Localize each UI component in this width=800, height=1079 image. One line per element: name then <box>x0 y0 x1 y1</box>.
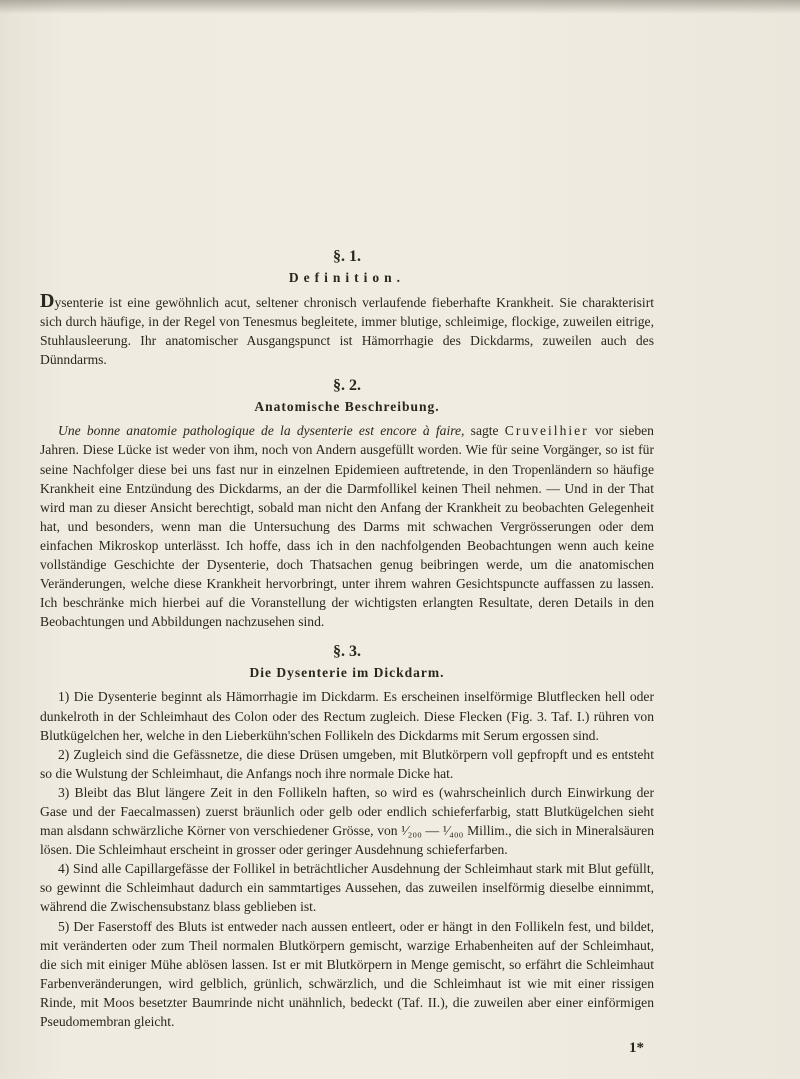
section-title: Anatomische Beschreibung. <box>254 399 440 415</box>
section-title: Definition. <box>288 270 406 285</box>
author-name: Cruveilhier <box>504 423 589 439</box>
page-edge-shadow <box>0 0 800 14</box>
paragraph-text: ysenterie ist eine gewöhnlich acut, seltener chronisch verlaufende fieberhafte Krankheit. Sie charakterisirt sich durch häufige, in der Regel von Tenesmus begleitete, immer blutige, schleimige, flockige, zuweilen eitrige, Stuhlausleerung. Ihr anatomischer Ausgangspunct ist Hämorrhagie des Dickdarms, zuweilen auch des Dünndarms. <box>40 295 654 368</box>
numbered-paragraph: 4) Sind alle Capillargefässe der Follikel in beträchtlicher Ausdehnung der Schleimhaut stark mit Blut gefüllt, so gewinnt die Schleimhaut dadurch ein sammtartiges Aussehen, das zuweilen inselförmig dieselbe einnimmt, während die Zwischensubstanz blass geblieben ist. <box>40 861 654 915</box>
text-block <box>40 246 654 1058</box>
italic-quote: Une bonne anatomie pathologique de la dysenterie est encore à faire, <box>58 423 465 439</box>
section-number: §. 3. <box>333 643 361 661</box>
section-number: §. 1. <box>333 248 361 265</box>
section-title: Die Dysenterie im Dickdarm. <box>249 665 445 681</box>
numbered-paragraph: 5) Der Faserstoff des Bluts ist entweder nach aussen entleert, oder er hängt in den Follikeln fest, und bildet, mit veränderten oder zum Theil normalen Blutkörpern gemischt, warzige Erhabenheiten auf der Schleimhaut, die sich mit einiger Mühe ablösen lassen. Ist er mit Blutkörpern in Menge gemischt, so erfährt die Schleimhaut Farbenveränderungen, wird gelblich, grünlich, schwärzlich, und die Schleimhaut ist wie mit einer rissigen Rinde, mit Moos besetzter Baumrinde nicht unähnlich, bedeckt (Taf. II.), die zuweilen aber einer einförmigen Pseudomembran gleicht. <box>40 918 654 1029</box>
numbered-paragraph: 1) Die Dysenterie beginnt als Hämorrhagie im Dickdarm. Es erscheinen inselförmige Blutflecken hell oder dunkelroth in der Schleimhaut des Colon oder des Rectum zugleich. Diese Flecken (Fig. 3. Taf. I.) rühren von Blutkügelchen her, welche in den Lieberkühn'schen Follikeln des Dickdarms mit Serum ergossen sind. <box>40 689 654 743</box>
paragraph-text: vor sieben Jahren. Diese Lücke ist weder von ihm, noch von Andern ausgefüllt worden. Wie für seine Vorgänger, so ist für seine Nachfolger diese bei uns fast nur in einzelnen Epidemieen auftretende, in den Tropenländern so häufige Krankheit eine Entzündung des Dickdarms, an der die Darmfollikel keinen Theil nehmen. — Und in der That wird man zu dieser Ansicht berechtigt, sobald man nicht den Anfang der Krankheit zu beobachten Gelegenheit hat, und besonders, wenn man die Untersuchung des Darms mit schwachen Vergrösserungen oder dem einfachen Mikroskop unterlässt. Ich hoffe, dass ich in den nachfolgenden Beobachtungen wenn auch keine vollständige Geschichte der Dysenterie, doch Thatsachen genug beibringen werde, um die anatomischen Veränderungen, welche diese Krankheit hervorbringt, unter ihrem wahren Gesichtspuncte auffassen zu lassen. Ich beschränke mich hierbei auf die Voranstellung der wichtigsten erlangten Resultate, deren Details in den Beobachtungen und Abbildungen nachzusehen sind. <box>40 423 654 630</box>
paragraph <box>40 421 654 631</box>
section-number: §. 2. <box>333 377 361 395</box>
paragraph <box>40 292 654 369</box>
numbered-paragraph: 2) Zugleich sind die Gefässnetze, die diese Drüsen umgeben, mit Blutkörpern voll gepfropft und es entsteht so die Wulstung der Schleimhaut, die Anfangs noch ihre normale Dicke hat. <box>40 746 654 781</box>
numbered-paragraph: 3) Bleibt das Blut längere Zeit in den Follikeln haften, so wird es (wahrscheinlich durch Einwirkung der Gase und der Faecalmassen) zuerst bräunlich oder gelb oder endlich schieferfarbig, statt Blutkügelchen sieht man alsdann schwärzliche Körner von verschiedener Grösse, von ¹⁄₂₀₀ — ¹⁄₄₀₀ Millim., die sich in Mineralsäuren lösen. Die Schleimhaut erscheint in grosser oder geringer Ausdehnung schieferfarben. <box>40 784 654 858</box>
drop-cap: D <box>40 290 55 312</box>
signature-mark: 1* <box>629 1040 644 1057</box>
paragraph-text: sagte <box>464 423 505 439</box>
